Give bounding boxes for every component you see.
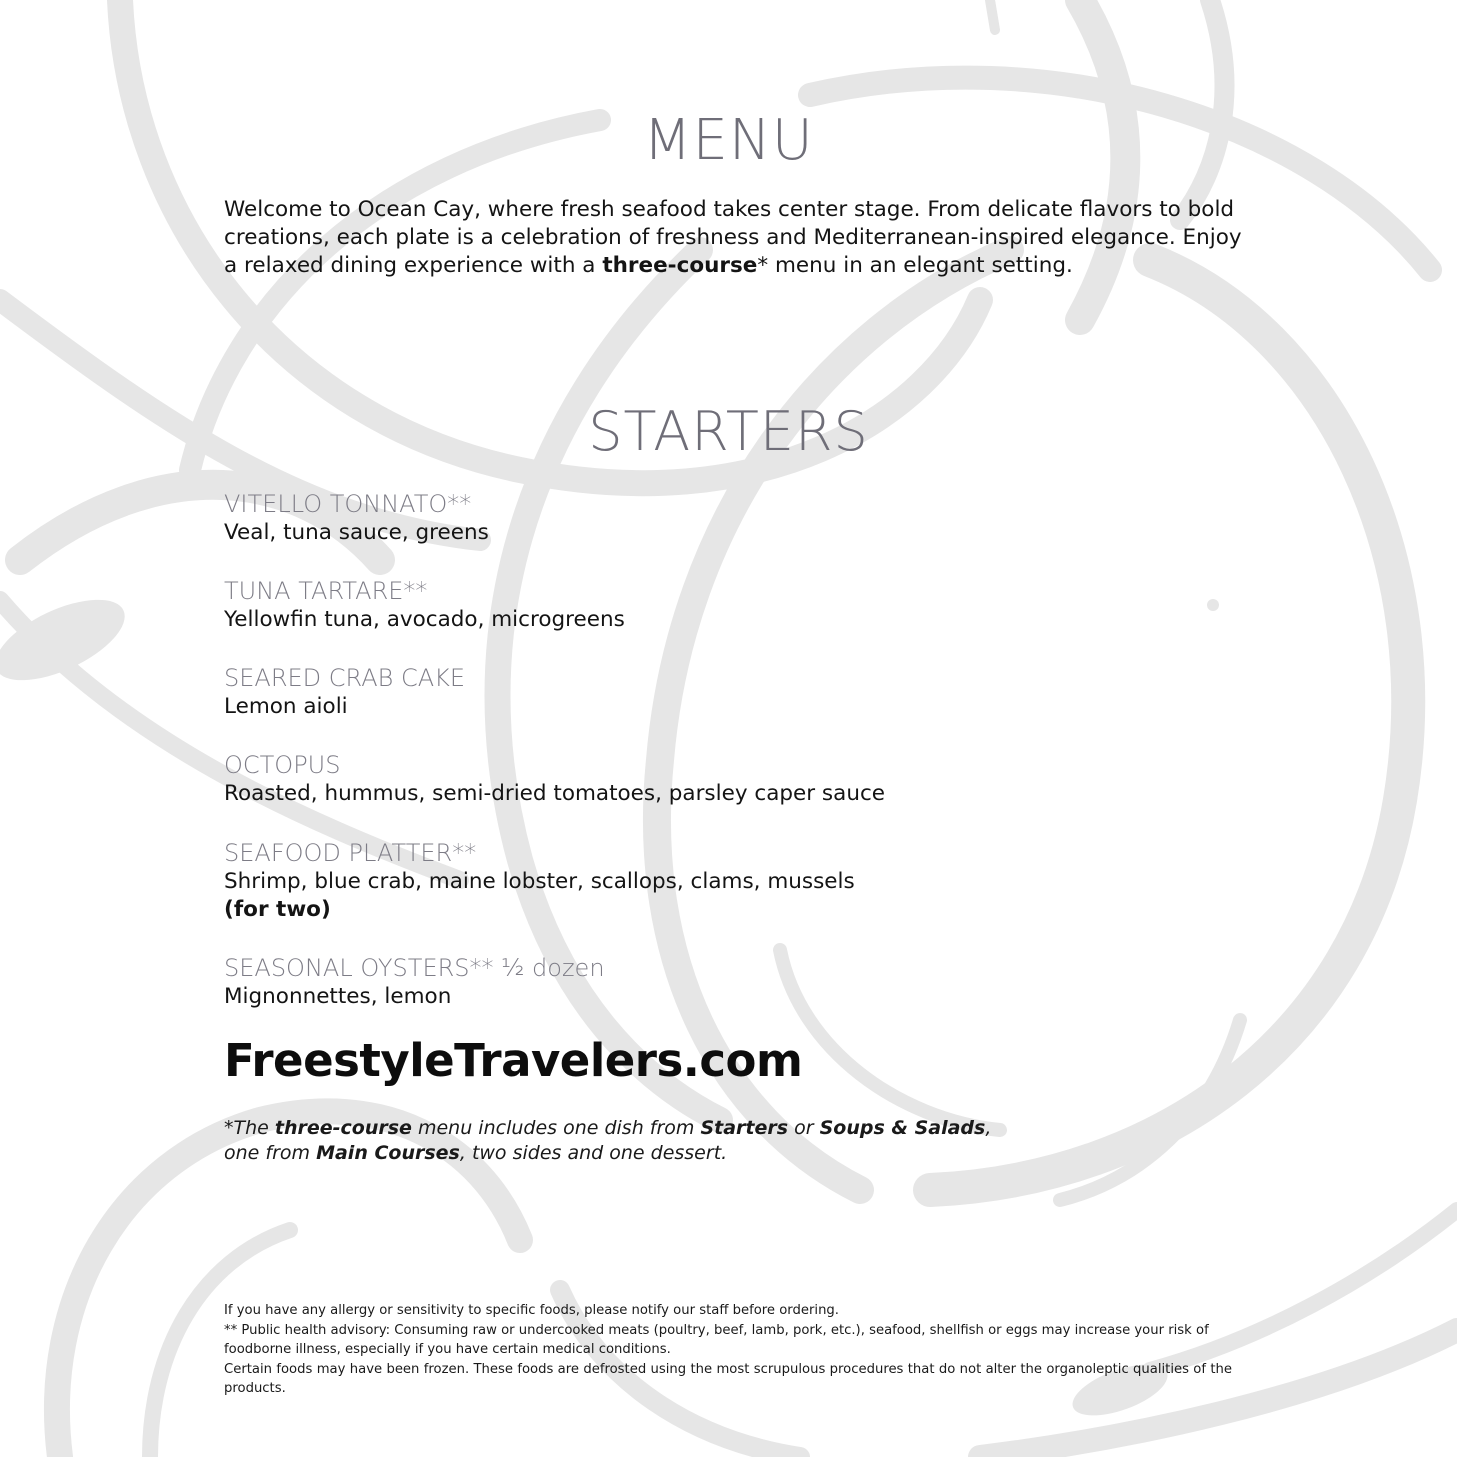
footnote-text: , two sides and one dessert. [459, 1142, 728, 1164]
footnote-bold: Starters [700, 1117, 789, 1139]
footnote-line-1 [224, 1116, 1124, 1141]
intro-bold-three-course: three-course [602, 253, 758, 278]
footnote-text: , [985, 1117, 992, 1139]
footnote-text: or [788, 1117, 820, 1139]
footnote-bold: Main Courses [316, 1142, 460, 1164]
dish-name: VITELLO TONNATO** [224, 490, 472, 518]
dish-vitello-tonnato [224, 490, 1124, 547]
three-course-footnote [224, 1116, 1124, 1166]
brand-website-text: FreestyleTravelers.com [224, 1034, 803, 1087]
dish-tuna-tartare [224, 577, 1124, 634]
dish-description: Veal, tuna sauce, greens [224, 520, 489, 545]
footnote-bold: three-course [274, 1117, 412, 1139]
menu-title: MENU [643, 108, 814, 173]
dish-name: SEASONAL OYSTERS** ½ dozen [224, 954, 605, 982]
public-health-advisory: ** Public health advisory: Consuming raw or undercooked meats (poultry, beef, lamb, pork, etc.), seafood, shellfish or eggs may increase your risk of foodborne illness, especially if you have certain medical conditions. [224, 1322, 1209, 1357]
dish-name: OCTOPUS [224, 751, 341, 779]
footnote-text: *The [224, 1117, 275, 1139]
dish-note: (for two) [224, 897, 331, 922]
footnote-text: menu includes one dish from [411, 1117, 701, 1139]
intro-paragraph [224, 196, 1244, 280]
dish-name: TUNA TARTARE** [224, 577, 428, 605]
intro-text-part1: Welcome to Ocean Cay, where fresh seafood takes center stage. From delicate flavors to bold creations, each plate is a celebration of freshness and Mediterranean-inspired elegance. Enjoy a relaxed dining experience with a [224, 197, 1242, 278]
dish-octopus [224, 751, 1124, 808]
footnote-line-2 [224, 1141, 1124, 1166]
dish-seafood-platter [224, 839, 1124, 924]
dish-description: Roasted, hummus, semi-dried tomatoes, parsley caper sauce [224, 781, 885, 806]
starters-title: STARTERS [588, 400, 869, 463]
intro-text-part2: * menu in an elegant setting. [757, 253, 1073, 278]
dish-name: SEARED CRAB CAKE [224, 664, 466, 692]
dish-description: Yellowfin tuna, avocado, microgreens [224, 607, 625, 632]
dish-description: Shrimp, blue crab, maine lobster, scallops, clams, mussels [224, 869, 855, 894]
dish-seared-crab-cake [224, 664, 1124, 721]
frozen-foods-notice: Certain foods may have been frozen. These foods are defrosted using the most scrupulous procedures that do not alter the organoleptic qualities of the products. [224, 1361, 1232, 1396]
dish-name: SEAFOOD PLATTER** [224, 839, 477, 867]
dish-seasonal-oysters [224, 954, 1124, 1011]
dish-description: Lemon aioli [224, 694, 348, 719]
disclaimer-block [224, 1301, 1232, 1399]
allergy-notice: If you have any allergy or sensitivity to specific foods, please notify our staff before ordering. [224, 1303, 839, 1318]
dish-description: Mignonnettes, lemon [224, 984, 452, 1009]
footnote-text: one from [224, 1142, 317, 1164]
footnote-bold: Soups & Salads [819, 1117, 986, 1139]
